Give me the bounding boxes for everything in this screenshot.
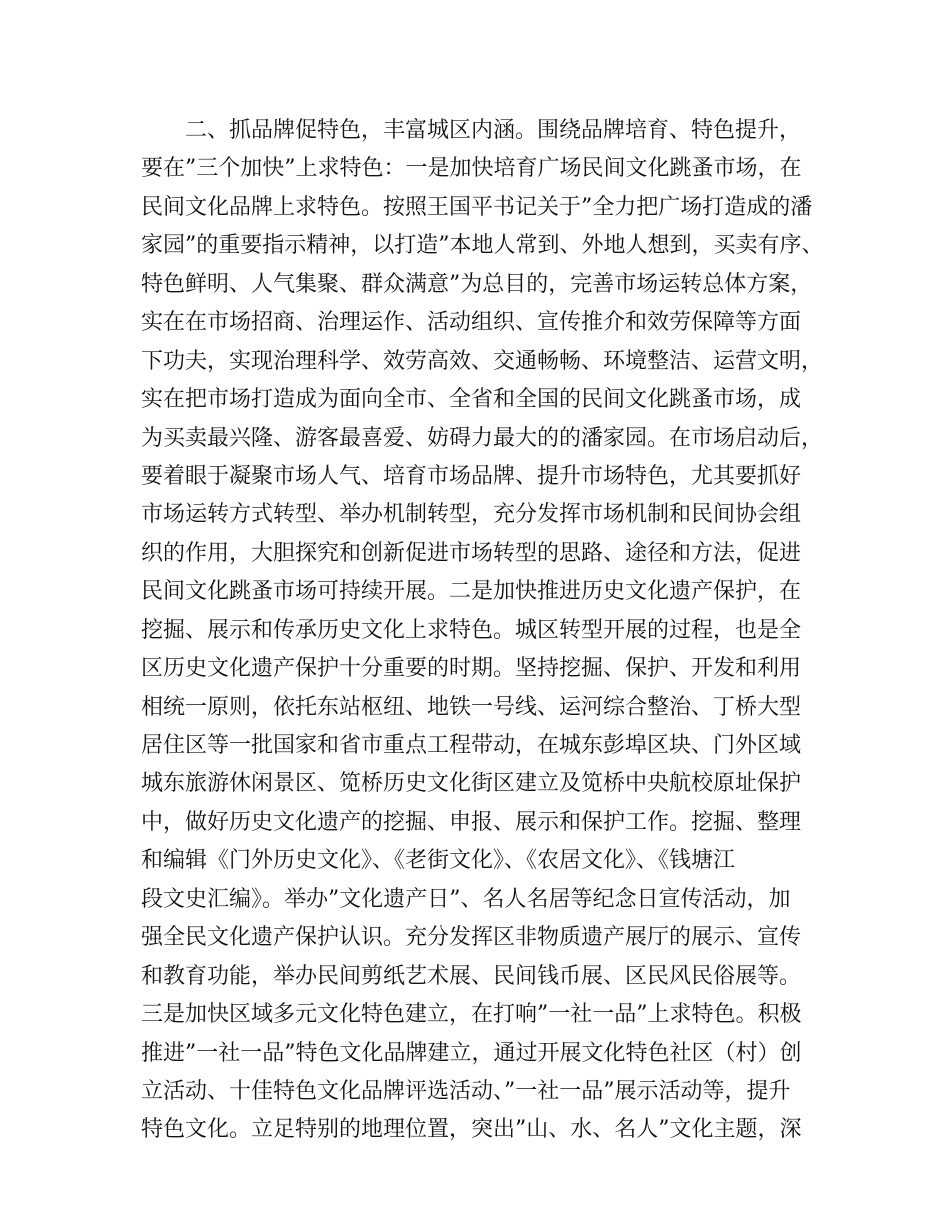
text-line: 区历史文化遗产保护十分重要的时期。坚持挖掘、保护、开发和利用 — [141, 656, 802, 682]
text-line: 三是加快区域多元文化特色建立，在打响”一社一品”上求特色。积极 — [141, 1002, 802, 1028]
text-line: 中，做好历史文化遗产的挖掘、申报、展示和保护工作。挖掘、整理 — [141, 809, 802, 835]
text-line: 相统一原则，依托东站枢纽、地铁一号线、运河综合整治、丁桥大型 — [141, 694, 802, 720]
text-line: 立活动、十佳特色文化品牌评选活动、”一社一品”展示活动等，提升 — [141, 1078, 791, 1104]
text-line: 要着眼于凝聚市场人气、培育市场品牌、提升市场特色，尤其要抓好 — [141, 463, 802, 489]
text-line: 居住区等一批国家和省市重点工程带动，在城东彭埠区块、门外区域 — [141, 733, 802, 758]
text-line: 下功夫，实现治理科学、效劳高效、交通畅畅、环境整洁、运营文明， — [141, 348, 824, 374]
text-line: 织的作用，大胆探究和创新促进市场转型的思路、途径和方法，促进 — [141, 540, 802, 566]
text-line: 挖掘、展示和传承历史文化上求特色。城区转型开展的过程，也是全 — [141, 617, 802, 643]
text-line: 市场运转方式转型、举办机制转型，充分发挥市场机制和民间协会组 — [141, 502, 802, 528]
text-line: 实在在市场招商、治理运作、活动组织、宣传推介和效劳保障等方面 — [141, 310, 802, 336]
text-line: 城东旅游休闲景区、笕桥历史文化街区建立及笕桥中央航校原址保护 — [141, 771, 802, 797]
body-paragraph — [141, 112, 841, 1150]
text-line: 特色文化。立足特别的地理位置，突出”山、水、名人”文化主题，深 — [141, 1117, 802, 1143]
text-line: 和教育功能，举办民间剪纸艺术展、民间钱币展、区民风民俗展等。 — [141, 963, 802, 989]
text-line: 二、抓品牌促特色，丰富城区内涵。围绕品牌培育、特色提升， — [141, 118, 802, 143]
text-line: 民间文化跳蚤市场可持续开展。二是加快推进历史文化遗产保护，在 — [141, 579, 802, 605]
text-line: 实在把市场打造成为面向全市、全省和全国的民间文化跳蚤市场，成 — [141, 387, 802, 413]
text-line: 要在”三个加快”上求特色：一是加快培育广场民间文化跳蚤市场，在 — [141, 156, 802, 182]
text-line: 家园”的重要指示精神，以打造”本地人常到、外地人想到，买卖有序、 — [141, 233, 824, 259]
text-line: 强全民文化遗产保护认识。充分发挥区非物质遗产展厅的展示、宣传 — [141, 925, 802, 951]
text-line: 段文史汇编》。举办”文化遗产日”、名人名居等纪念日宣传活动，加 — [141, 886, 791, 912]
text-line: 为买卖最兴隆、游客最喜爱、妨碍力最大的的潘家园。在市场启动后， — [141, 425, 824, 451]
text-line: 推进”一社一品”特色文化品牌建立，通过开展文化特色社区（村）创 — [141, 1040, 802, 1066]
text-line: 特色鲜明、人气集聚、群众满意”为总目的，完善市场运转总体方案， — [141, 271, 813, 297]
text-line: 民间文化品牌上求特色。按照王国平书记关于”全力把广场打造成的潘 — [141, 194, 813, 220]
text-line: 和编辑《门外历史文化》、《老街文化》、《农居文化》、《钱塘江 — [141, 848, 736, 874]
